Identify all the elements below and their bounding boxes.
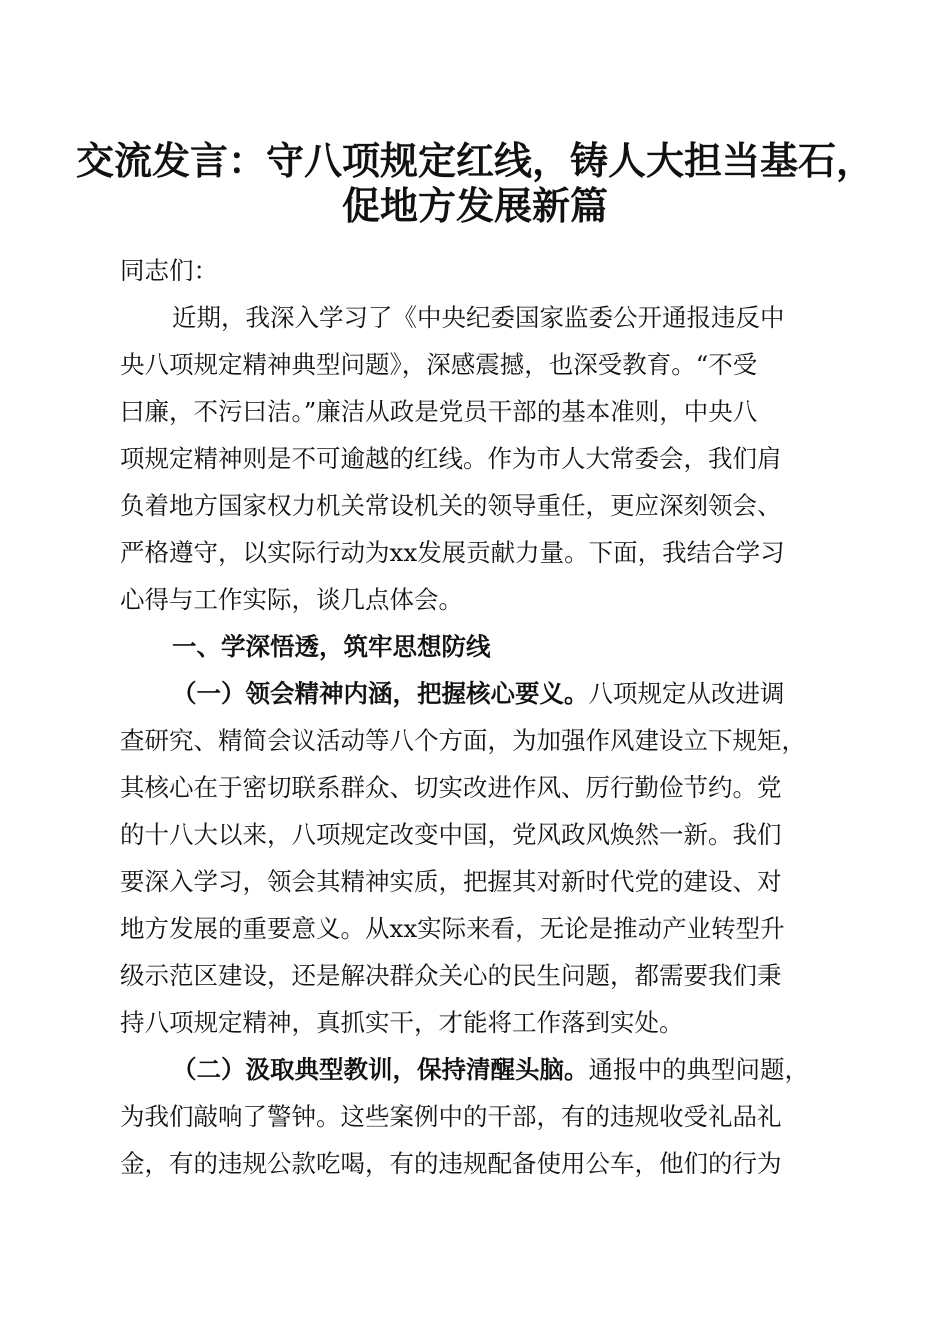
subsection-2-line: 金，有的违规公款吃喝，有的违规配备使用公车，他们的行为 — [120, 1149, 782, 1178]
paragraph-1-line: 近期，我深入学习了《中央纪委国家监委公开通报违反中 — [172, 303, 785, 332]
document-title-line-2: 促地方发展新篇 — [341, 183, 608, 228]
subsection-1-first-line — [120, 670, 835, 717]
subsection-1-line: 查研究、精简会议活动等八个方面，为加强作风建设立下规矩， — [120, 726, 806, 755]
subsection-1-first-text: 八项规定从改进调 — [588, 679, 785, 708]
subsection-1-title: （一）领会精神内涵，把握核心要义。 — [172, 679, 589, 708]
paragraph-1-line: 央八项规定精神典型问题》，深感震撼，也深受教育。“不受 — [120, 350, 758, 379]
subsection-2-first-text: 通报中的典型问题， — [588, 1055, 809, 1084]
subsection-1-line: 地方发展的重要意义。从xx实际来看，无论是推动产业转型升 — [120, 914, 785, 943]
subsection-1-line: 其核心在于密切联系群众、切实改进作风、厉行勤俭节约。党 — [120, 773, 782, 802]
subsection-2-line: 为我们敲响了警钟。这些案例中的干部，有的违规收受礼品礼 — [120, 1102, 782, 1131]
paragraph-1-line: 负着地方国家权力机关常设机关的领导重任，更应深刻领会、 — [120, 491, 782, 520]
paragraph-1-line: 曰廉，不污曰洁。”廉洁从政是党员干部的基本准则，中央八 — [120, 397, 758, 426]
paragraph-1-line: 严格遵守，以实际行动为xx发展贡献力量。下面，我结合学习 — [120, 538, 785, 567]
subsection-1-line: 级示范区建设，还是解决群众关心的民生问题，都需要我们秉 — [120, 961, 782, 990]
subsection-2-first-line — [120, 1046, 835, 1093]
subsection-1-line: 持八项规定精神，真抓实干，才能将工作落到实处。 — [120, 1008, 684, 1037]
subsection-2-title: （二）汲取典型教训，保持清醒头脑。 — [172, 1055, 589, 1084]
salutation: 同志们： — [120, 256, 218, 285]
section-heading-1: 一、学深悟透，筑牢思想防线 — [172, 632, 491, 661]
paragraph-1-line: 心得与工作实际，谈几点体会。 — [120, 585, 463, 614]
subsection-1-line: 要深入学习，领会其精神实质，把握其对新时代党的建设、对 — [120, 867, 782, 896]
document-body — [120, 247, 835, 1187]
document-title-line-1: 交流发言：守八项规定红线，铸人大担当基石， — [75, 138, 874, 183]
subsection-1-line: 的十八大以来，八项规定改变中国，党风政风焕然一新。我们 — [120, 820, 782, 849]
paragraph-1-line: 项规定精神则是不可逾越的红线。作为市人大常委会，我们肩 — [120, 444, 782, 473]
